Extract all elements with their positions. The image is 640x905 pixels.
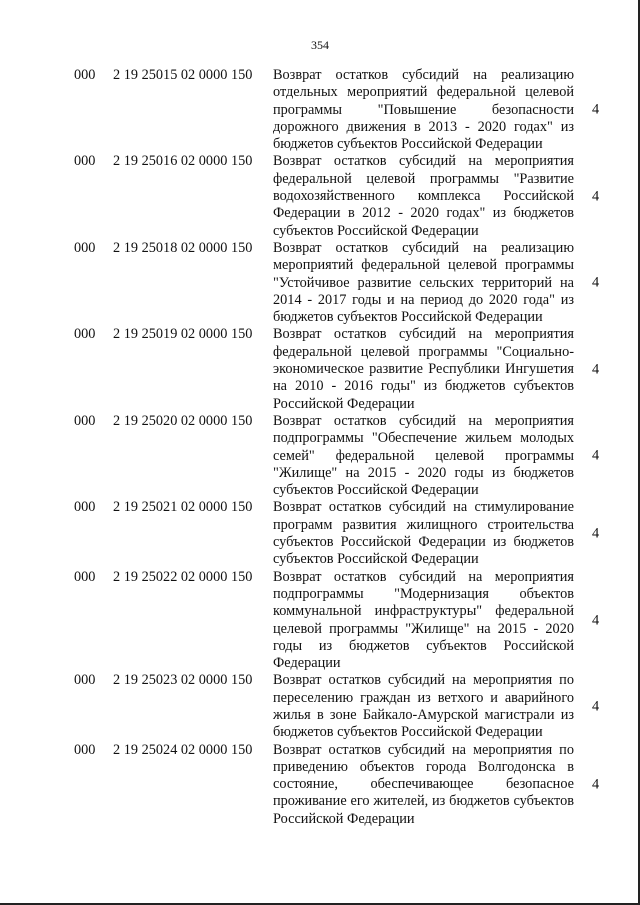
admin-code: 000 xyxy=(74,741,96,758)
standard-value: 4 xyxy=(592,274,600,291)
table-row xyxy=(0,413,640,499)
income-description: Возврат остатков субсидий на мероприятия федеральной целевой программы "Социально-экономическое развитие Республики Ингушетия на 2010 - 2016 годы" из бюджетов субъектов Российской Федерации xyxy=(273,326,574,412)
admin-code: 000 xyxy=(74,412,96,429)
table-row xyxy=(0,326,640,412)
standard-value: 4 xyxy=(592,188,600,205)
budget-classification-code: 2 19 25015 02 0000 150 xyxy=(113,67,253,83)
income-description: Возврат остатков субсидий на мероприятия федеральной целевой программы "Развитие водохозяйственного комплекса Российской Федерации в 2012 - 2020 годах" из бюджетов субъектов Российской Федерации xyxy=(273,153,574,239)
table-row xyxy=(0,672,640,741)
standard-value: 4 xyxy=(592,101,600,118)
admin-code: 000 xyxy=(74,499,96,516)
table-row xyxy=(0,67,640,153)
budget-classification-code: 2 19 25021 02 0000 150 xyxy=(113,499,253,516)
admin-code: 000 xyxy=(74,67,96,83)
budget-classification-code: 2 19 25024 02 0000 150 xyxy=(113,741,253,758)
budget-classification-code: 2 19 25023 02 0000 150 xyxy=(113,672,253,689)
income-description: Возврат остатков субсидий на стимулирование программ развития жилищного строительства субъектов Российской Федерации из бюджетов субъектов Российской Федерации xyxy=(273,499,574,568)
admin-code: 000 xyxy=(74,153,96,170)
standard-value: 4 xyxy=(592,776,600,793)
income-description: Возврат остатков субсидий на мероприятия по приведению объектов города Волгодонска в состояние, обеспечивающее безопасное проживание его жителей, из бюджетов субъектов Российской Федерации xyxy=(273,741,574,827)
budget-classification-code: 2 19 25016 02 0000 150 xyxy=(113,153,253,170)
budget-classification-code: 2 19 25019 02 0000 150 xyxy=(113,326,253,343)
budget-code-table xyxy=(0,67,640,828)
page-number: 354 xyxy=(311,38,329,52)
admin-code: 000 xyxy=(74,326,96,343)
standard-value: 4 xyxy=(592,525,600,542)
standard-value: 4 xyxy=(592,361,600,378)
budget-classification-code: 2 19 25022 02 0000 150 xyxy=(113,568,253,585)
income-description: Возврат остатков субсидий на мероприятия подпрограммы "Обеспечение жильем молодых семей" федеральной целевой программы "Жилище" на 2015 - 2020 годы из бюджетов субъектов Российской Федерации xyxy=(273,412,574,499)
income-description: Возврат остатков субсидий на реализацию мероприятий федеральной целевой программы "Устойчивое развитие сельских территорий на 2014 - 2017 годы и на период до 2020 года" из бюджетов субъектов Российской Федерации xyxy=(273,239,574,326)
table-row xyxy=(0,240,640,326)
standard-value: 4 xyxy=(592,611,600,628)
table-row xyxy=(0,569,640,673)
admin-code: 000 xyxy=(74,568,96,585)
income-description: Возврат остатков субсидий на мероприятия по переселению граждан из ветхого и аварийного жилья в зоне Байкало-Амурской магистрали из бюджетов субъектов Российской Федерации xyxy=(273,672,574,741)
table-row xyxy=(0,153,640,239)
income-description: Возврат остатков субсидий на мероприятия подпрограммы "Модернизация объектов коммунальной инфраструктуры" федеральной целевой программы "Жилище" на 2015 - 2020 годы из бюджетов субъектов Российской Федерации xyxy=(273,568,574,672)
standard-value: 4 xyxy=(592,447,600,464)
income-description: Возврат остатков субсидий на реализацию отдельных мероприятий федеральной целевой программы "Повышение безопасности дорожного движения в 2013 - 2020 годах" из бюджетов субъектов Российской Федерации xyxy=(273,67,574,153)
budget-classification-code: 2 19 25020 02 0000 150 xyxy=(113,412,253,429)
budget-classification-code: 2 19 25018 02 0000 150 xyxy=(113,239,253,256)
table-row xyxy=(0,499,640,568)
table-row xyxy=(0,742,640,828)
admin-code: 000 xyxy=(74,239,96,256)
standard-value: 4 xyxy=(592,698,600,715)
admin-code: 000 xyxy=(74,672,96,689)
